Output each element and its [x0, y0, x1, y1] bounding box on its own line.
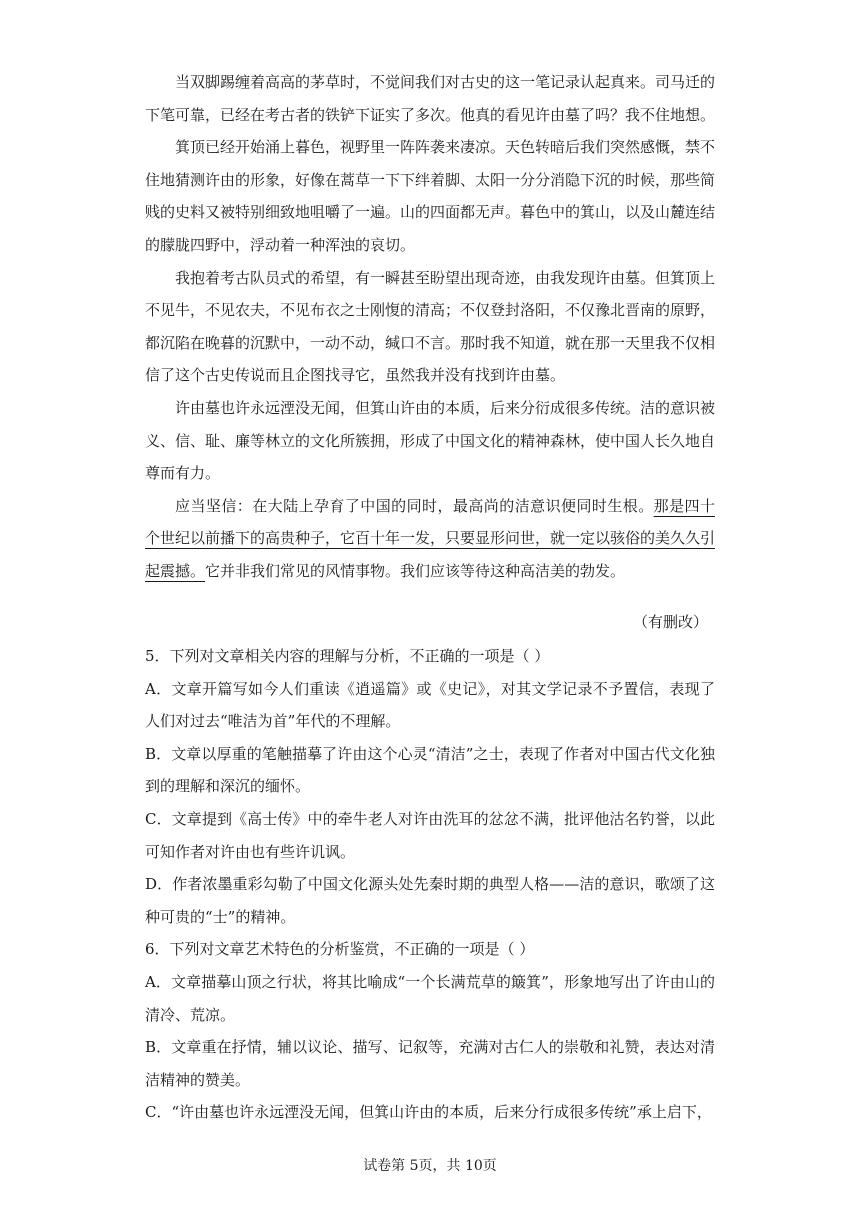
question-5-option-a: A．文章开篇写如今人们重读《逍遥篇》或《史记》，对其文学记录不予置信，表现了人们对过去“唯洁为首”年代的不理解。 [145, 679, 715, 731]
question-6-option-a: A．文章描摹山顶之行状，将其比喻成“一个长满荒草的簸箕”，形象地写出了许由山的清冷、荒凉。 [145, 972, 715, 1024]
question-6-option-c: C．“许由墓也许永远湮没无闻，但箕山许由的本质，后来分行成很多传统”承上启下， [145, 1103, 712, 1122]
question-5-option-d: D．作者浓墨重彩勾勒了中国文化源头处先秦时期的典型人格——洁的意识，歌颂了这种可贵的“士”的精神。 [145, 875, 715, 926]
source-note: （有删改） [632, 613, 708, 631]
question-6-option-b: B．文章重在抒情，辅以议论、描写、记叙等，充满对古仁人的崇敬和礼赞，表达对清洁精神的赞美。 [145, 1038, 715, 1089]
passage-paragraph-3: 我抱着考古队员式的希望，有一瞬甚至盼望出现奇迹，由我发现许由墓。但箕顶上不见牛，不见农夫，不见布衣之士刚愎的清高；不仅登封洛阳，不仅豫北晋南的原野，都沉陷在晚暮的沉默中，一动不动，缄口不言。那时我不知道，就在那一天里我不仅相信了这个古史传说而且企图找寻它，虽然我并没有找到许由墓。 [145, 268, 716, 385]
passage-paragraph-2: 箕顶已经开始涌上暮色，视野里一阵阵袭来凄凉。天色转暗后我们突然感慨，禁不住地猜测许由的形象，好像在蒿草一下下绊着脚、太阳一分分消隐下沉的时候，那些简贱的史料又被特别细致地咀嚼了一遍。山的四面都无声。暮色中的箕山，以及山麓连结的朦胧四野中，浮动着一种浑浊的哀切。 [145, 138, 716, 254]
question-5-option-c: C．文章提到《高士传》中的牵牛老人对许由洗耳的忿忿不满，批评他沽名钓誉，以此可知作者对许由也有些许讥讽。 [145, 809, 715, 861]
passage-paragraph-4: 许由墓也许永远湮没无闻，但箕山许由的本质，后来分衍成很多传统。洁的意识被义、信、耻、廉等林立的文化所簇拥，形成了中国文化的精神森林，使中国人长久地自尊而有力。 [145, 398, 716, 483]
question-5-option-b: B．文章以厚重的笔触描摹了许由这个心灵“清洁”之士，表现了作者对中国古代文化独到的理解和深沉的缅怀。 [145, 744, 715, 796]
paragraph-5-lead: 应当坚信：在大陆上孕育了中国的同时，最高尚的洁意识便同时生根。 [175, 496, 654, 515]
question-6-stem: 6．下列对文章艺术特色的分析鉴赏，不正确的一项是（ ） [145, 940, 535, 959]
passage-paragraph-1: 当双脚踢缠着高高的茅草时，不觉间我们对古史的这一笔记录认起真来。司马迁的下笔可靠，已经在考古者的铁铲下证实了多次。他真的看见许由墓了吗？我不住地想。 [145, 73, 716, 124]
paragraph-5-tail: 它并非我们常见的风情事物。我们应该等待这种高洁美的勃发。 [205, 561, 626, 580]
underlined-sentence: 那是四十个世纪以前播下的高贵种子，它百十年一发，只要显形问世，就一定以骇俗的美久久引起震撼。 [145, 496, 716, 580]
questions-section [145, 640, 715, 1129]
reading-passage [145, 66, 715, 588]
passage-paragraph-5 [145, 490, 715, 588]
page-footer: 试卷第 5页，共 10页 [363, 1158, 497, 1174]
question-5-stem: 5．下列对文章相关内容的理解与分析，不正确的一项是（ ） [145, 647, 550, 665]
